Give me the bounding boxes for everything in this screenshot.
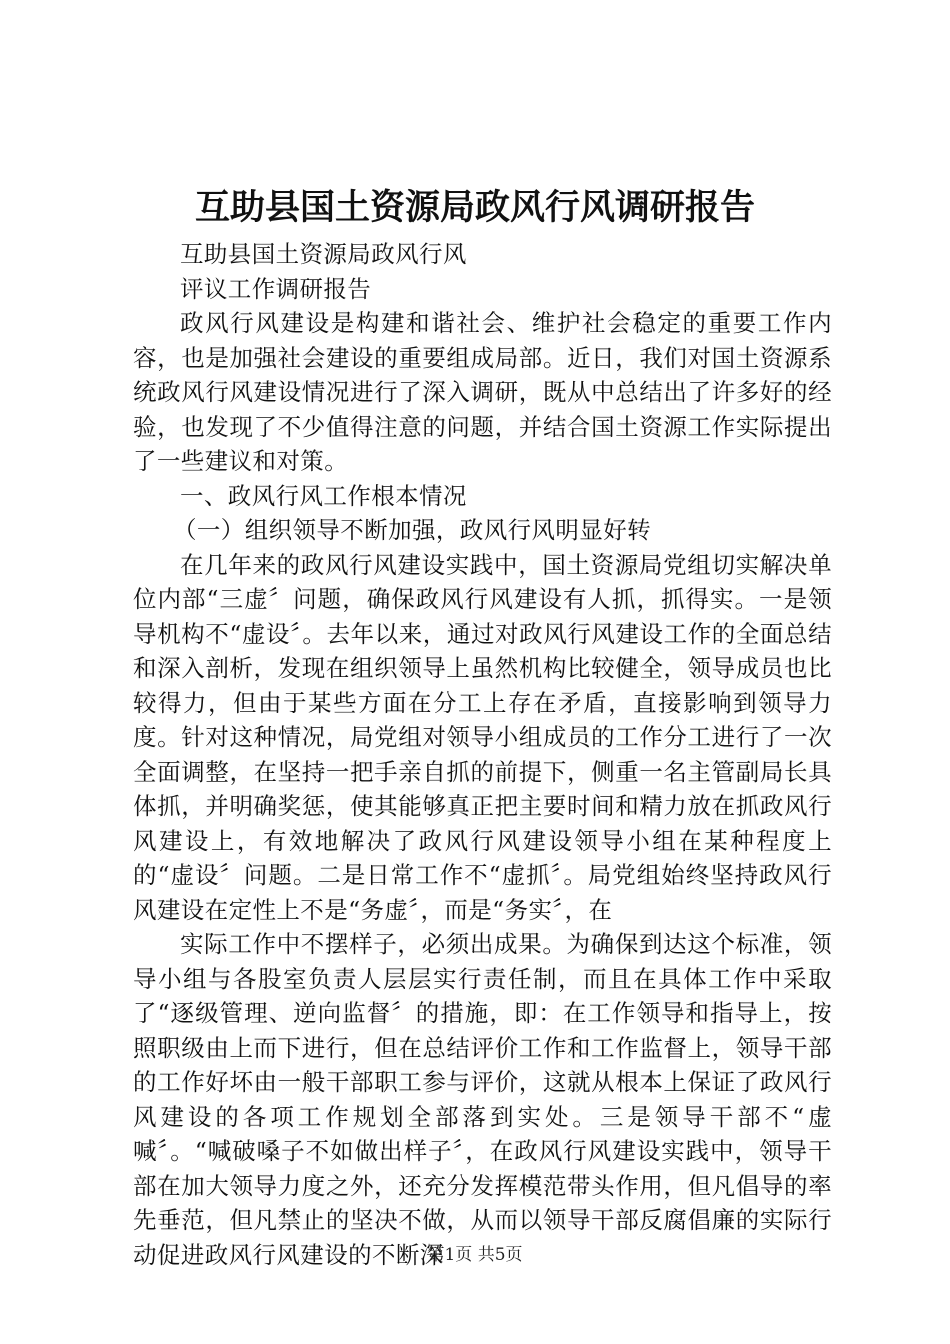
body-paragraph-1: 在几年来的政风行风建设实践中，国土资源局党组切实解决单位内部“三虚〞问题，确保政风行风建设有人抓，抓得实。一是领导机构不“虚设〞。去年以来，通过对政风行风建设工作的全面总结和深入剖析，发现在组织领导上虽然机构比较健全，领导成员也比较得力，但由于某些方面在分工上存在矛盾，直接影响到领导力度。针对这种情况，局党组对领导小组成员的工作分工进行了一次全面调整，在坚持一把手亲自抓的前提下，侧重一名主管副局长具体抓，并明确奖惩，使其能够真正把主要时间和精力放在抓政风行风建设上，有效地解决了政风行风建设领导小组在某种程度上的“虚设〞问题。二是日常工作不“虚抓〞。局党组始终坚持政风行风建设在定性上不是“务虚〞，而是“务实〞，在 [133,550,832,924]
subsection-heading-1: （一）组织领导不断加强，政风行风明显好转 [173,516,651,544]
subtitle-line-1: 互助县国土资源局政风行风 [180,240,467,268]
page-footer: 第1页 共5页 [427,1245,523,1265]
intro-paragraph: 政风行风建设是构建和谐社会、维护社会稳定的重要工作内容，也是加强社会建设的重要组成局部。近日，我们对国土资源系统政风行风建设情况进行了深入调研，既从中总结出了许多好的经验，也发现了不少值得注意的问题，并结合国土资源工作实际提出了一些建议和对策。 [133,309,832,475]
body-paragraph-2: 实际工作中不摆样子，必须出成果。为确保到达这个标准，领导小组与各股室负责人层层实行责任制，而且在具体工作中采取了“逐级管理、逆向监督〞的措施，即：在工作领导和指导上，按照职级由上而下进行，但在总结评价工作和工作监督上，领导干部的工作好坏由一般干部职工参与评价，这就从根本上保证了政风行风建设的各项工作规划全部落到实处。三是领导干部不“虚喊〞。“喊破嗓子不如做出样子〞，在政风行风建设实践中，领导干部在加大领导力度之外，还充分发挥模范带头作用，但凡倡导的率先垂范，但凡禁止的坚决不做，从而以领导干部反腐倡廉的实际行动促进政风行风建设的不断深 [133,930,832,1269]
subtitle-line-2: 评议工作调研报告 [180,274,372,303]
document-body [133,237,832,1272]
document-title: 互助县国土资源局政风行风调研报告 [194,187,755,228]
section-heading-1: 一、政风行风工作根本情况 [180,481,467,510]
